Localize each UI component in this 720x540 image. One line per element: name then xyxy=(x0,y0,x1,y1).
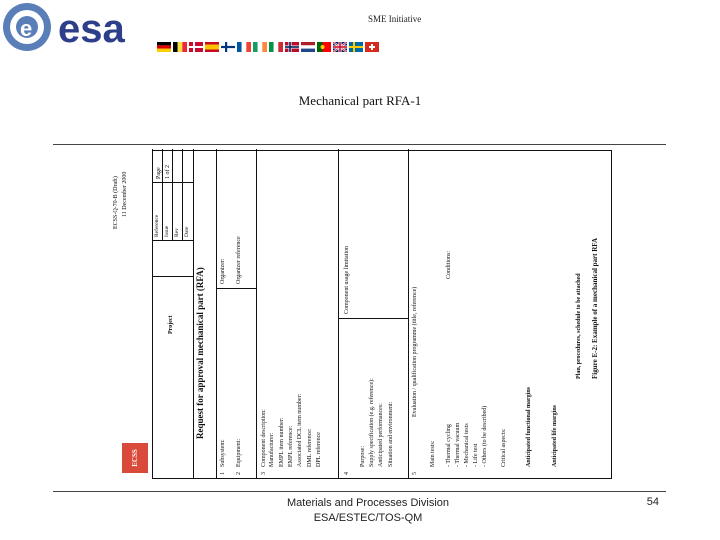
figure-caption: Figure E-2: Example of a mechanical part RFA xyxy=(591,237,599,379)
flag-denmark-icon xyxy=(189,42,203,52)
row4-line-1: Supply specification (e.g. reference): xyxy=(369,378,375,467)
footer-org: ESA/ESTEC/TOS-QM xyxy=(313,512,423,524)
bottom-divider xyxy=(53,491,666,492)
footer-division: Materials and Processes Division xyxy=(286,497,449,509)
flag-ireland-icon xyxy=(253,42,267,52)
row5-conditions: Conditions: xyxy=(446,250,452,279)
row4-line-0: Purpose: xyxy=(360,446,366,467)
row4-number: 4 xyxy=(344,472,350,475)
field-rev: Rev xyxy=(174,228,180,237)
flag-netherlands-icon xyxy=(301,42,315,52)
row3-line-3: EMPL reference: xyxy=(288,425,294,467)
flag-uk-icon xyxy=(333,42,347,52)
field-issue: Issue xyxy=(164,225,170,237)
footer xyxy=(0,496,720,526)
rfa-form-scan xyxy=(108,149,618,479)
row3-line-0: Component description: xyxy=(261,409,267,467)
row5-line-4: - Life test xyxy=(473,443,479,467)
row4-heading: Component usage limitation xyxy=(344,246,350,314)
row4-line-2: Anticipated performances: xyxy=(378,403,384,467)
field-date: Date xyxy=(184,226,190,237)
row3-line-1: Manufacturer: xyxy=(269,432,275,467)
project-label: Project xyxy=(168,315,174,334)
field-reference: Reference xyxy=(154,214,160,237)
doc-reference: ECSS-Q-70-B (Draft) xyxy=(113,176,119,229)
row5-line-5: - Others (to be described) xyxy=(482,405,488,467)
row3-number: 3 xyxy=(261,472,267,475)
row5-line-9: Plan, procedures, schedule to be attached xyxy=(576,273,582,379)
row5-line-7: Anticipated functional margins xyxy=(526,386,532,467)
flag-norway-icon xyxy=(285,42,299,52)
flag-italy-icon xyxy=(269,42,283,52)
doc-date: 11 December 2000 xyxy=(122,171,128,217)
flag-finland-icon xyxy=(221,42,235,52)
ecss-logo-icon: ECSS xyxy=(122,443,148,473)
rfa-form-rotated xyxy=(108,149,618,479)
slide-title: Mechanical part RFA-1 xyxy=(298,93,422,108)
flags-row xyxy=(157,42,379,52)
row3-line-2: EMPL item number: xyxy=(279,417,285,467)
subsystem-label: Subsystem: xyxy=(220,439,226,467)
row5-number: 5 xyxy=(412,472,418,475)
row3-line-5: DML reference: xyxy=(307,428,313,467)
row3-line-6: DPL reference xyxy=(316,432,322,467)
svg-text:e: e xyxy=(20,16,33,41)
page-label: Page xyxy=(156,167,162,179)
flag-france-icon xyxy=(237,42,251,52)
flag-germany-icon xyxy=(157,42,171,52)
row5-line-3: - Mechanical tests xyxy=(464,423,470,467)
equipment-label: Equipment: xyxy=(236,439,242,467)
page-number: 54 xyxy=(646,496,659,508)
esa-logo-text: esa xyxy=(58,7,125,51)
row4-line-3: Situation and environment: xyxy=(388,401,394,467)
row3-line-4: Associated DCL item number: xyxy=(297,393,303,467)
form-border xyxy=(152,150,612,479)
flag-portugal-icon xyxy=(317,42,331,52)
organizer-ref-label: Organizer reference xyxy=(236,236,242,284)
row2-number: 2 xyxy=(236,472,242,475)
row5-heading: Evaluation / qualification programme (title, reference) xyxy=(412,286,418,417)
form-title: Request for approval mechanical part (RFA) xyxy=(195,267,205,439)
page-value: 1 of 2 xyxy=(165,165,171,179)
esa-logo xyxy=(0,0,160,56)
row5-line-1: - Thermal cycling xyxy=(446,424,452,467)
flag-sweden-icon xyxy=(349,42,363,52)
organizer-label: Organizer: xyxy=(220,258,226,284)
row5-line-0: Main tests: xyxy=(430,440,436,467)
sme-initiative-label: SME Initiative xyxy=(368,14,422,24)
flag-spain-icon xyxy=(205,42,219,52)
row5-line-6: Critical aspects: xyxy=(501,428,507,467)
row5-line-8: Anticipated life margins xyxy=(552,405,558,467)
flag-belgium-icon xyxy=(173,42,187,52)
row5-line-2: - Thermal vacuum xyxy=(455,422,461,467)
flag-switzerland-icon xyxy=(365,42,379,52)
top-divider xyxy=(53,144,666,145)
row1-number: 1 xyxy=(220,472,226,475)
